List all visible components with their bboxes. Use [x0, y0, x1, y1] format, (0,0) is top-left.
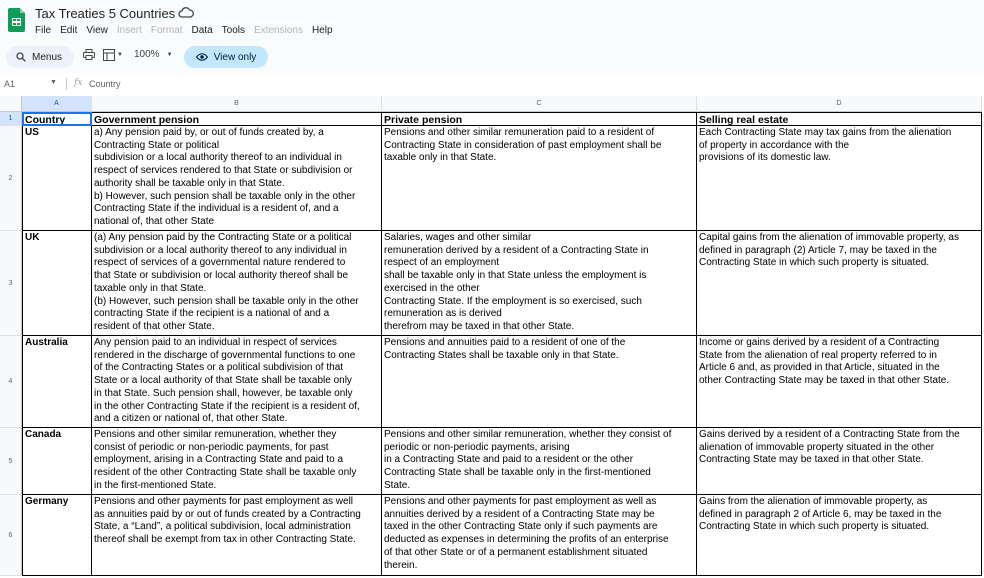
column-header-c[interactable]: C: [382, 96, 697, 112]
cell-private-pension[interactable]: Pensions and annuities paid to a resident of one of the Contracting States shall be taxable only in that State.: [382, 336, 697, 428]
cell-selling-real-estate[interactable]: Gains from the alienation of immovable property, as defined in paragraph 2 of Article 6, may be taxed in the Contracting State in which such property is situated.: [697, 495, 982, 576]
menu-view[interactable]: View: [86, 25, 108, 36]
menus-label: Menus: [32, 51, 63, 63]
cell-government-pension[interactable]: Pensions and other payments for past employment as well as annuities paid by or out of funds created by a Contracting State, a “Land”, a political subdivision, local administration thereof shall be exempt from tax in other Contracting State.: [92, 495, 382, 576]
menu-insert[interactable]: Insert: [116, 25, 142, 36]
cell-government-pension[interactable]: (a) Any pension paid by the Contracting State or a political subdivision or a local authority thereof to any individual in respect of services of a governmental nature rendered to that State or subdivision or local authority thereof shall be taxable only in that State. (b) However, such pension shall be taxable only in the other contracting State if the recipient is a national of and a resident of that other State.: [92, 231, 382, 336]
chevron-down-icon: ▼: [117, 52, 123, 58]
divider: [66, 78, 67, 90]
formula-input[interactable]: Country: [89, 79, 121, 89]
sheets-logo-icon[interactable]: [8, 8, 25, 32]
menu-format[interactable]: Format: [150, 25, 183, 36]
select-all-corner[interactable]: [0, 96, 22, 112]
column-header-b[interactable]: B: [92, 96, 382, 112]
cell-country[interactable]: Canada: [22, 428, 92, 495]
cell-private-pension[interactable]: Pensions and other similar remuneration, whether they consist of periodic or non-periodic payments, arising in a Contracting State and paid to a resident or the other Contracting State shall be taxable only in the first-mentioned State.: [382, 428, 697, 495]
row-header-4[interactable]: 4: [0, 336, 22, 428]
cell-selling-real-estate[interactable]: Gains derived by a resident of a Contracting State from the alienation of immovable property situated in the other Contracting State may be taxed in that other State.: [697, 428, 982, 495]
header-cell-government-pension[interactable]: Government pension: [92, 112, 382, 126]
menu-bar: [35, 25, 342, 36]
view-only-label: View only: [213, 51, 257, 63]
spreadsheet-grid[interactable]: [0, 96, 984, 578]
cell-government-pension[interactable]: Pensions and other similar remuneration, whether they consist of periodic or non-periodic payments, for past employment, arising in a Contracting State and paid to a resident of the other Contracting State shall be taxable only in the first-mentioned State.: [92, 428, 382, 495]
row-header-2[interactable]: 2: [0, 126, 22, 231]
menu-edit[interactable]: Edit: [60, 25, 78, 36]
eye-icon: [196, 53, 208, 61]
cell-country[interactable]: Germany: [22, 495, 92, 576]
menu-data[interactable]: Data: [191, 25, 213, 36]
function-icon: fx: [74, 78, 83, 88]
toolbar: [0, 40, 984, 73]
cell-selling-real-estate[interactable]: Each Contracting State may tax gains from the alienation of property in accordance with the provisions of its domestic law.: [697, 126, 982, 231]
cell-country[interactable]: Australia: [22, 336, 92, 428]
cell-private-pension[interactable]: Salaries, wages and other similar remuneration derived by a resident of a Contracting State in respect of an employment shall be taxable only in that State unless the employment is exercised in the other Contracting State. If the employment is so exercised, such remuneration as is derived therefrom may be taxed in that other State.: [382, 231, 697, 336]
document-title[interactable]: Tax Treaties 5 Countries: [35, 6, 176, 21]
cell-selling-real-estate[interactable]: Capital gains from the alienation of immovable property, as defined in paragraph (2) Article 7, may be taxed in the Contracting State in which such property is situated.: [697, 231, 982, 336]
header-cell-private-pension[interactable]: Private pension: [382, 112, 697, 126]
search-icon: [16, 52, 26, 62]
cell-government-pension[interactable]: a) Any pension paid by, or out of funds created by, a Contracting State or political subdivision or a local authority thereof to an individual in respect of services rendered to that State or subdivision or authority shall be taxable only in that State. b) However, such pension shall be taxable only in the other Contracting State if the individual is a resident of, and a national of, that other State: [92, 126, 382, 231]
column-header-d[interactable]: D: [697, 96, 982, 112]
name-box[interactable]: A1: [4, 79, 16, 89]
formula-bar: [0, 75, 984, 94]
menu-extensions[interactable]: Extensions: [254, 25, 303, 36]
zoom-value: 100%: [134, 49, 160, 60]
cloud-status-icon[interactable]: [178, 6, 194, 20]
menu-file[interactable]: File: [35, 25, 52, 36]
row-header-1[interactable]: 1: [0, 112, 22, 126]
cell-country[interactable]: UK: [22, 231, 92, 336]
row-header-5[interactable]: 5: [0, 428, 22, 495]
print-button[interactable]: [83, 49, 95, 60]
chevron-down-icon: ▼: [166, 51, 173, 58]
row-header-6[interactable]: 6: [0, 495, 22, 576]
cell-country[interactable]: US: [22, 126, 92, 231]
zoom-select[interactable]: [134, 49, 173, 60]
header-cell-selling-real-estate[interactable]: Selling real estate: [697, 112, 982, 126]
title-bar: [0, 0, 984, 40]
cell-private-pension[interactable]: Pensions and other payments for past employment as well as annuities derived by a resident of a Contracting State may be taxed in the other Contracting State only if such payments are deducted as expenses in determining the profits of an enterprise of that other State or of a permanent establishment situated therein.: [382, 495, 697, 576]
column-header-a[interactable]: A: [22, 96, 92, 112]
format-grid-icon: [103, 49, 115, 61]
cell-selling-real-estate[interactable]: Income or gains derived by a resident of a Contracting State from the alienation of real property referred to in Article 6 and, as provided in that Article, situated in the other Contracting State may be taxed in that other State.: [697, 336, 982, 428]
menus-search-button[interactable]: [6, 46, 74, 68]
cell-private-pension[interactable]: Pensions and other similar remuneration paid to a resident of Contracting State in consideration of past employment shall be taxable only in that State.: [382, 126, 697, 231]
menu-help[interactable]: Help: [311, 25, 333, 36]
menu-tools[interactable]: Tools: [221, 25, 246, 36]
header-cell-country[interactable]: Country: [22, 112, 92, 126]
paint-format-dropdown[interactable]: [103, 49, 123, 61]
chevron-down-icon[interactable]: ▼: [50, 79, 57, 86]
row-header-3[interactable]: 3: [0, 231, 22, 336]
cell-government-pension[interactable]: Any pension paid to an individual in respect of services rendered in the discharge of governmental functions to one of the Contracting States or a political subdivision of that State or a local authority of that State shall be taxable only in that State. Such pension shall, however, be taxable only in the other Contracting State if the recipient is a resident of, and a citizen or national of, that other State.: [92, 336, 382, 428]
print-icon: [83, 49, 95, 60]
view-only-button[interactable]: [184, 46, 268, 68]
